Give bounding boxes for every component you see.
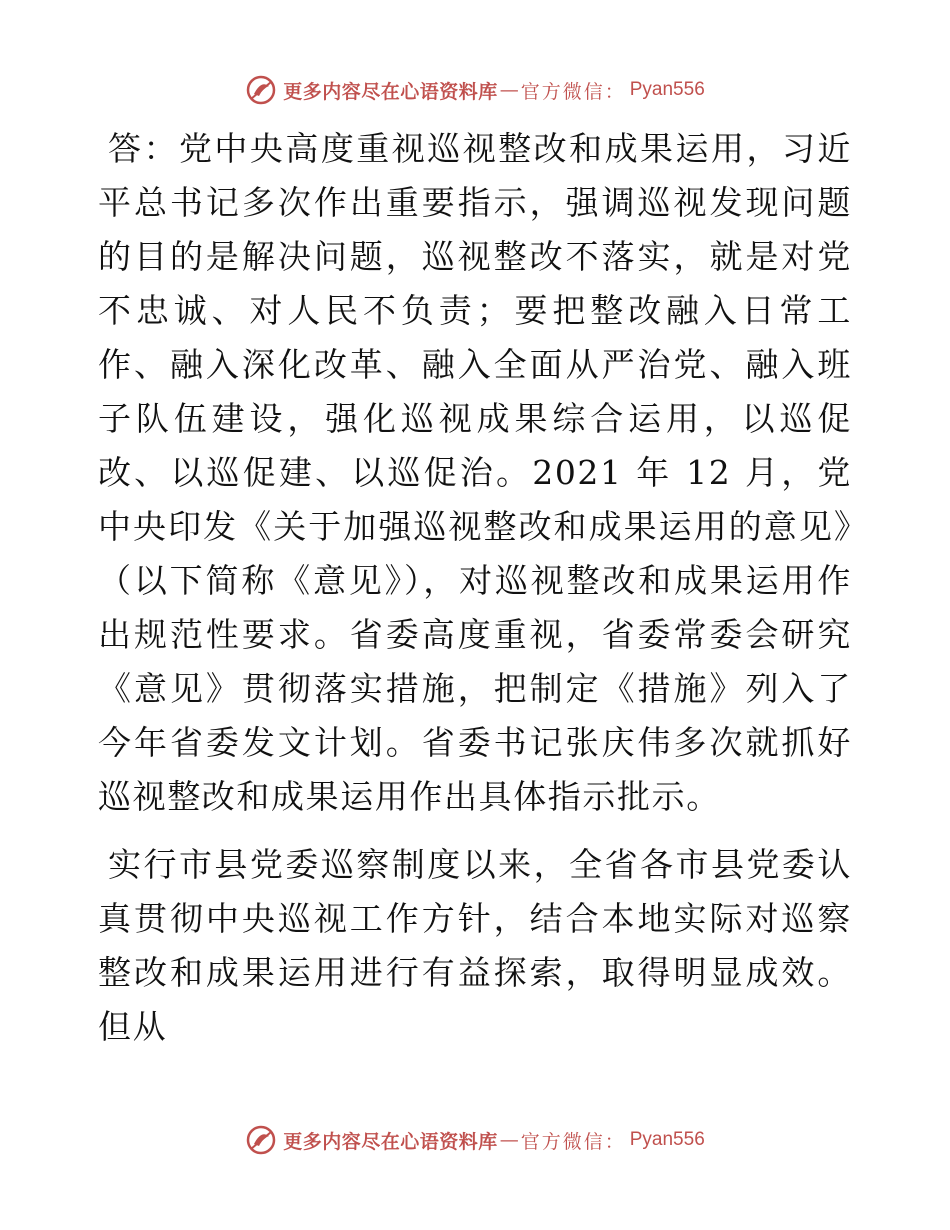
seal-logo-icon — [245, 1124, 277, 1156]
paragraph-second: 实行市县党委巡察制度以来，全省各市县党委认真贯彻中央巡视工作方针，结合本地实际对巡察整改和成果运用进行有益探索，取得明显成效。但从 — [98, 845, 852, 1046]
seal-logo-icon — [245, 74, 277, 106]
watermark-account: Pyan556 — [629, 1129, 705, 1150]
watermark-account: Pyan556 — [629, 79, 705, 100]
document-body — [98, 122, 852, 1054]
watermark-label: 官方微信： — [520, 1130, 626, 1153]
watermark-dash: — — [499, 1129, 519, 1151]
footer-watermark — [0, 1122, 950, 1158]
header-watermark — [0, 72, 950, 108]
paragraph-answer: 答：党中央高度重视巡视整改和成果运用，习近平总书记多次作出重要指示，强调巡视发现问题的目的是解决问题，巡视整改不落实，就是对党不忠诚、对人民不负责；要把整改融入日常工作、融入深化改革、融入全面从严治党、融入班子队伍建设，强化巡视成果综合运用，以巡促改、以巡促建、以巡促治。2021 年 12 月，党中央印发《关于加强巡视整改和成果运用的意见》（以下简称《意见》），对巡视整改和成果运用作出规范性要求。省委高度重视，省委常委会研究《意见》贯彻落实措施，把制定《措施》列入了今年省委发文计划。省委书记张庆伟多次就抓好巡视整改和成果运用作出具体指示批示。 — [98, 129, 852, 816]
watermark-label: 官方微信： — [520, 80, 626, 103]
watermark-main-text: 更多内容尽在心语资料库 — [283, 1130, 498, 1153]
watermark-dash: — — [499, 79, 519, 101]
watermark-main-text: 更多内容尽在心语资料库 — [283, 80, 498, 103]
